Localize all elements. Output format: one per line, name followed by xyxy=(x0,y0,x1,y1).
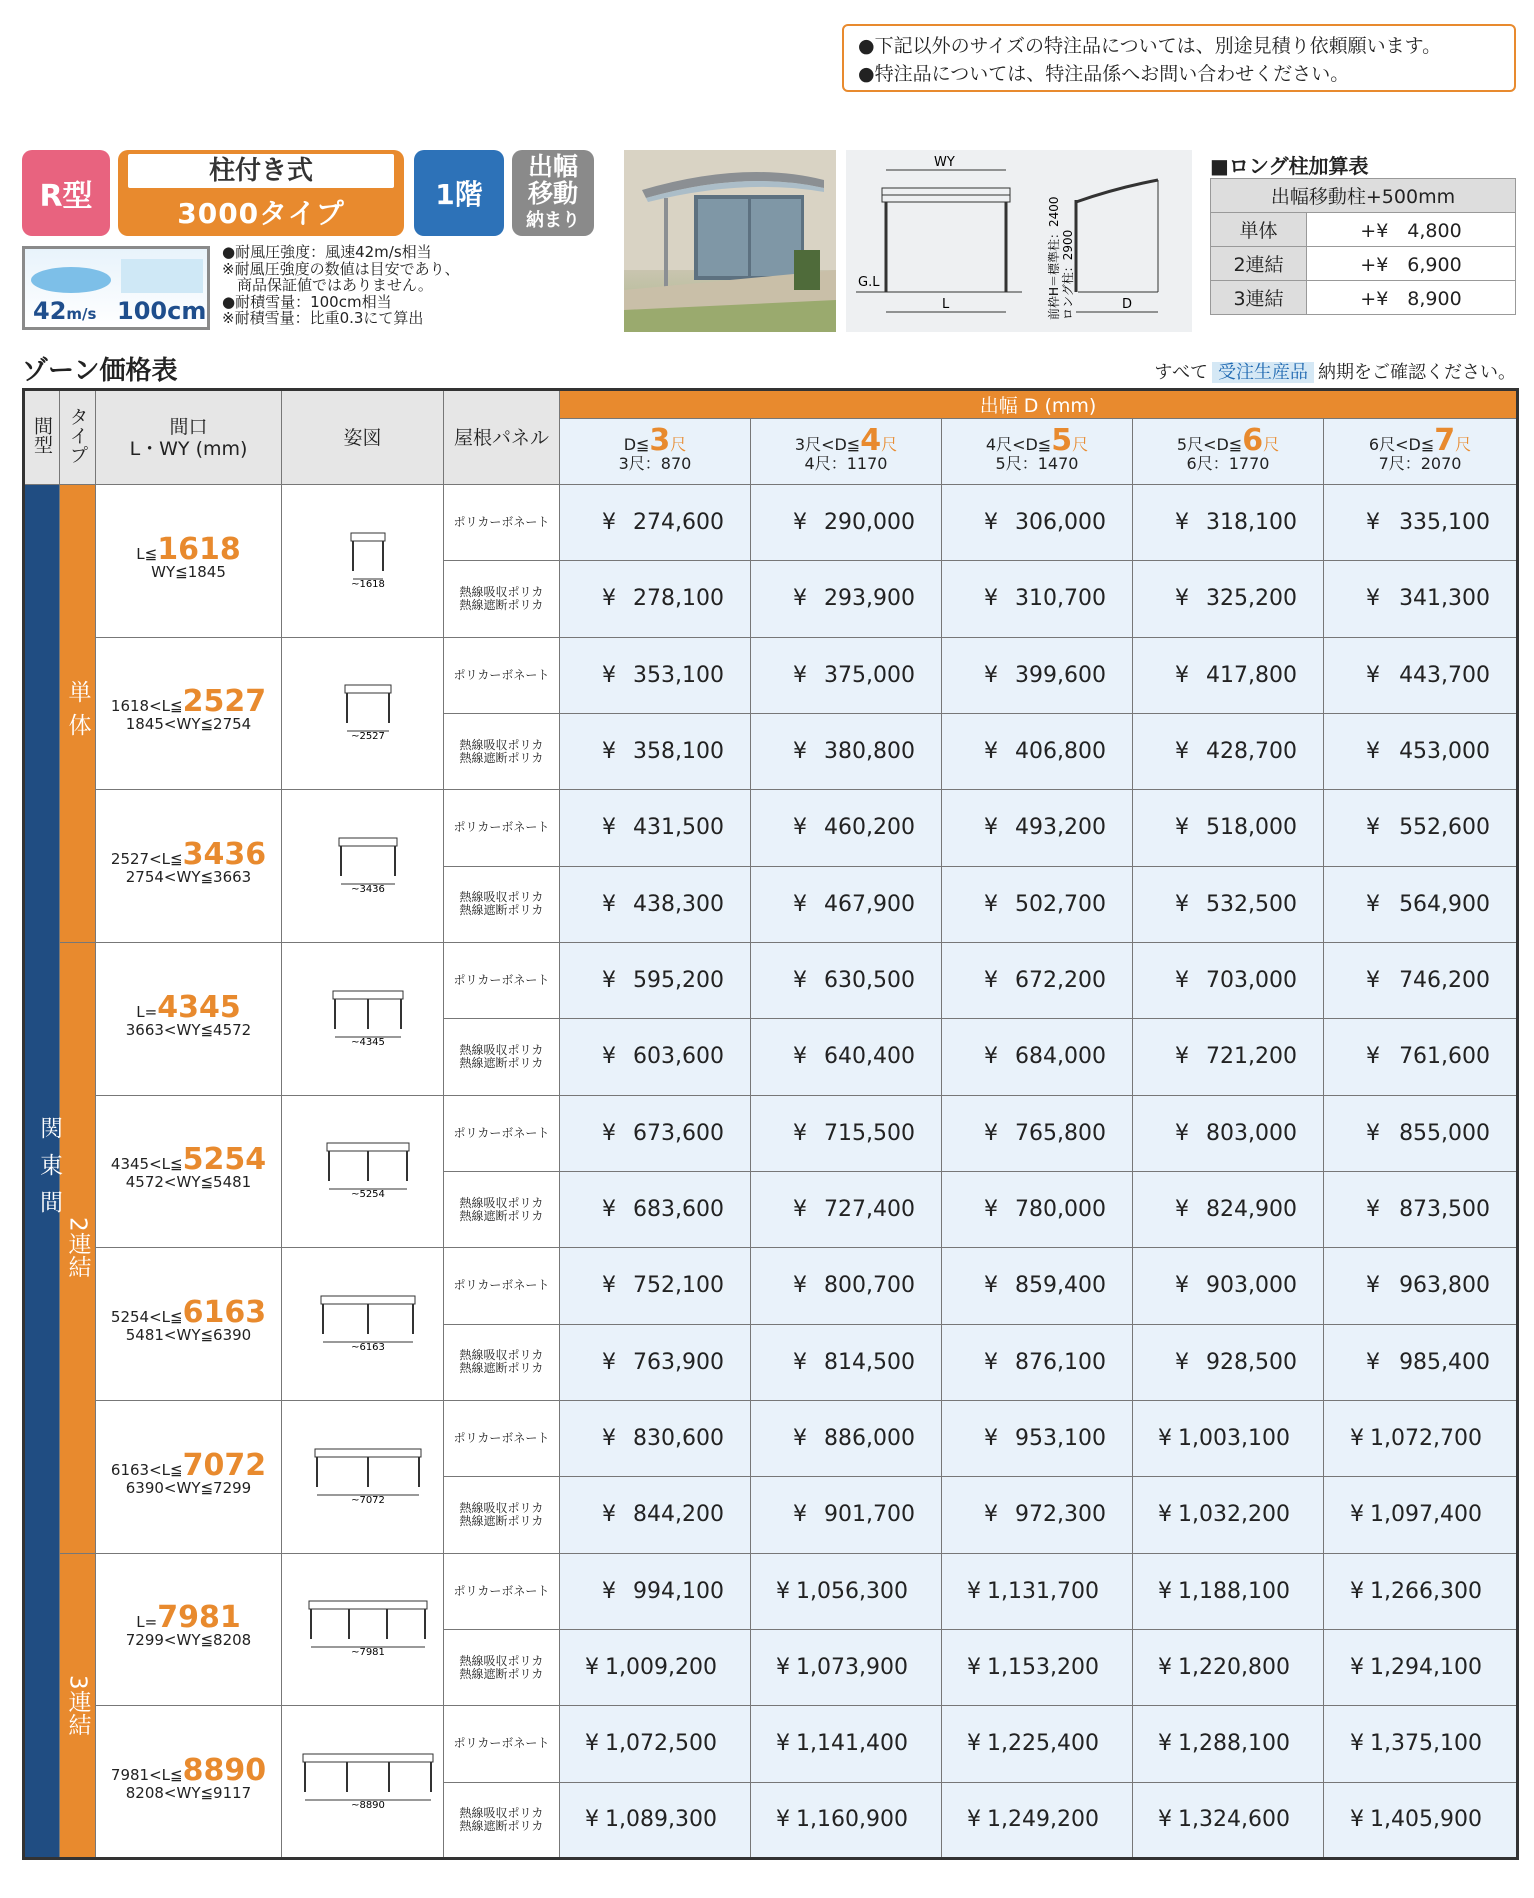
price-cell: ¥ 814,500 xyxy=(751,1324,942,1400)
long-post-label: 3連結 xyxy=(1211,281,1307,315)
price-cell: ¥ 684,000 xyxy=(942,1019,1133,1095)
shape-figure xyxy=(282,1248,444,1401)
price-cell: ¥ 780,000 xyxy=(942,1171,1133,1247)
price-cell: ¥ 1,153,200 xyxy=(942,1629,1133,1705)
panel-heat-poly: 熱線吸収ポリカ 熱線遮断ポリカ xyxy=(444,1477,560,1553)
shape-figure xyxy=(282,942,444,1095)
long-post-value: +¥ 6,900 xyxy=(1307,247,1516,281)
move-badge-line1: 出幅 xyxy=(527,151,578,181)
long-post-table xyxy=(1210,178,1516,315)
price-cell: ¥ 824,900 xyxy=(1133,1171,1324,1247)
price-cell: ¥ 417,800 xyxy=(1133,637,1324,713)
price-cell: ¥ 1,220,800 xyxy=(1133,1629,1324,1705)
price-cell: ¥ 1,288,100 xyxy=(1133,1706,1324,1782)
snow-depth: 100cm xyxy=(117,297,207,325)
figure-size-label: ~8890 xyxy=(350,1799,385,1811)
depth-col-5: 4尺<D≦5尺 5尺：1470 xyxy=(942,419,1133,485)
price-cell: ¥ 1,188,100 xyxy=(1133,1553,1324,1629)
price-cell: ¥ 763,900 xyxy=(560,1324,751,1400)
price-cell: ¥ 1,089,300 xyxy=(560,1782,751,1858)
span-cell: 6163<L≦7072 6390<WY≦7299 xyxy=(96,1400,282,1553)
panel-polycarbonate: ポリカーボネート xyxy=(444,1095,560,1171)
price-cell: ¥ 953,100 xyxy=(942,1400,1133,1476)
price-cell: ¥ 453,000 xyxy=(1324,713,1518,789)
price-cell: ¥ 761,600 xyxy=(1324,1019,1518,1095)
figure-size-label: ~6163 xyxy=(350,1342,385,1354)
price-cell: ¥ 278,100 xyxy=(560,561,751,637)
type-label-single: 単体 xyxy=(60,485,96,943)
figure-size-label: ~2527 xyxy=(350,731,385,743)
header-depth: 出幅 D (mm) xyxy=(560,390,1518,419)
panel-polycarbonate: ポリカーボネート xyxy=(444,790,560,866)
price-cell: ¥ 1,375,100 xyxy=(1324,1706,1518,1782)
price-cell: ¥ 1,056,300 xyxy=(751,1553,942,1629)
price-cell: ¥ 640,400 xyxy=(751,1019,942,1095)
figure-size-label: ~3436 xyxy=(350,884,385,896)
depth-col-6: 5尺<D≦6尺 6尺：1770 xyxy=(1133,419,1324,485)
price-cell: ¥ 903,000 xyxy=(1133,1248,1324,1324)
price-cell: ¥ 353,100 xyxy=(560,637,751,713)
header-span: 間口 L・WY (mm) xyxy=(96,390,282,485)
price-cell: ¥ 493,200 xyxy=(942,790,1133,866)
price-cell: ¥ 564,900 xyxy=(1324,866,1518,942)
price-cell: ¥ 310,700 xyxy=(942,561,1133,637)
price-cell: ¥ 800,700 xyxy=(751,1248,942,1324)
span-cell: 4345<L≦5254 4572<WY≦5481 xyxy=(96,1095,282,1248)
price-cell: ¥ 290,000 xyxy=(751,485,942,561)
price-cell: ¥ 1,294,100 xyxy=(1324,1629,1518,1705)
price-cell: ¥ 727,400 xyxy=(751,1171,942,1247)
span-cell: 7981<L≦8890 8208<WY≦9117 xyxy=(96,1706,282,1859)
spec-line: ※耐積雪量：比重0.3にて算出 xyxy=(222,309,424,327)
dimension-diagram xyxy=(846,150,1192,332)
price-cell: ¥ 318,100 xyxy=(1133,485,1324,561)
price-cell: ¥ 467,900 xyxy=(751,866,942,942)
notice-line-2: ●特注品については、特注品係へお問い合わせください。 xyxy=(858,63,1350,85)
wind-speed: 42m/s xyxy=(33,297,97,325)
price-cell: ¥ 1,072,700 xyxy=(1324,1400,1518,1476)
price-cell: ¥ 431,500 xyxy=(560,790,751,866)
price-cell: ¥ 859,400 xyxy=(942,1248,1133,1324)
price-cell: ¥ 765,800 xyxy=(942,1095,1133,1171)
panel-heat-poly: 熱線吸収ポリカ 熱線遮断ポリカ xyxy=(444,1629,560,1705)
price-cell: ¥ 460,200 xyxy=(751,790,942,866)
price-cell: ¥ 1,032,200 xyxy=(1133,1477,1324,1553)
panel-heat-poly: 熱線吸収ポリカ 熱線遮断ポリカ xyxy=(444,713,560,789)
header-zone: 間型 xyxy=(24,390,60,485)
price-cell: ¥ 603,600 xyxy=(560,1019,751,1095)
price-cell: ¥ 721,200 xyxy=(1133,1019,1324,1095)
price-cell: ¥ 532,500 xyxy=(1133,866,1324,942)
panel-polycarbonate: ポリカーボネート xyxy=(444,637,560,713)
price-cell: ¥ 1,405,900 xyxy=(1324,1782,1518,1858)
panel-polycarbonate: ポリカーボネート xyxy=(444,942,560,1018)
price-cell: ¥ 873,500 xyxy=(1324,1171,1518,1247)
type-badge xyxy=(118,150,404,236)
figure-size-label: ~5254 xyxy=(350,1189,385,1201)
price-cell: ¥ 683,600 xyxy=(560,1171,751,1247)
panel-polycarbonate: ポリカーボネート xyxy=(444,1248,560,1324)
panel-polycarbonate: ポリカーボネート xyxy=(444,1706,560,1782)
move-badge-line3: 納まり xyxy=(526,209,580,231)
spec-line: ●耐積雪量：100cm相当 xyxy=(222,292,392,311)
figure-size-label: ~7981 xyxy=(350,1647,385,1659)
span-cell: 1618<L≦2527 1845<WY≦2754 xyxy=(96,637,282,790)
figure-size-label: ~4345 xyxy=(350,1036,385,1048)
diagram-wy-label: WY xyxy=(934,155,955,170)
depth-col-4: 3尺<D≦4尺 4尺：1170 xyxy=(751,419,942,485)
price-cell: ¥ 1,003,100 xyxy=(1133,1400,1324,1476)
panel-polycarbonate: ポリカーボネート xyxy=(444,485,560,561)
price-cell: ¥ 1,072,500 xyxy=(560,1706,751,1782)
span-cell: L=4345 3663<WY≦4572 xyxy=(96,942,282,1095)
notice-line-1: ●下記以外のサイズの特注品については、別途見積り依頼願います。 xyxy=(858,35,1442,57)
diagram-height-2: ロング柱：2900 xyxy=(1061,229,1075,320)
price-cell: ¥ 715,500 xyxy=(751,1095,942,1171)
span-cell: L≦1618 WY≦1845 xyxy=(96,485,282,638)
move-badge xyxy=(512,150,594,236)
depth-col-3: D≦3尺 3尺：870 xyxy=(560,419,751,485)
type-badge-line1: 柱付き式 xyxy=(128,154,394,188)
long-post-title: ■ロング柱加算表 xyxy=(1210,154,1369,178)
price-cell: ¥ 746,200 xyxy=(1324,942,1518,1018)
price-cell: ¥ 985,400 xyxy=(1324,1324,1518,1400)
price-cell: ¥ 438,300 xyxy=(560,866,751,942)
long-post-label: 単体 xyxy=(1211,213,1307,247)
price-cell: ¥ 1,097,400 xyxy=(1324,1477,1518,1553)
long-post-label: 2連結 xyxy=(1211,247,1307,281)
price-cell: ¥ 1,141,400 xyxy=(751,1706,942,1782)
panel-heat-poly: 熱線吸収ポリカ 熱線遮断ポリカ xyxy=(444,1324,560,1400)
price-cell: ¥ 994,100 xyxy=(560,1553,751,1629)
header-type: タイプ xyxy=(60,390,96,485)
price-cell: ¥ 703,000 xyxy=(1133,942,1324,1018)
price-cell: ¥ 502,700 xyxy=(942,866,1133,942)
panel-polycarbonate: ポリカーボネート xyxy=(444,1553,560,1629)
r-type-badge: R型 xyxy=(22,150,110,236)
span-cell: 2527<L≦3436 2754<WY≦3663 xyxy=(96,790,282,943)
price-cell: ¥ 963,800 xyxy=(1324,1248,1518,1324)
panel-heat-poly: 熱線吸収ポリカ 熱線遮断ポリカ xyxy=(444,561,560,637)
price-cell: ¥ 1,324,600 xyxy=(1133,1782,1324,1858)
price-cell: ¥ 630,500 xyxy=(751,942,942,1018)
zone-price-title: ゾーン価格表 xyxy=(22,356,178,386)
shape-figure xyxy=(282,485,444,638)
price-cell: ¥ 830,600 xyxy=(560,1400,751,1476)
price-cell: ¥ 972,300 xyxy=(942,1477,1133,1553)
figure-size-label: ~7072 xyxy=(350,1494,385,1506)
spec-line: ※耐風圧強度の数値は目安であり、 xyxy=(222,259,460,278)
panel-heat-poly: 熱線吸収ポリカ 熱線遮断ポリカ xyxy=(444,1782,560,1858)
price-cell: ¥ 1,009,200 xyxy=(560,1629,751,1705)
price-cell: ¥ 358,100 xyxy=(560,713,751,789)
price-cell: ¥ 375,000 xyxy=(751,637,942,713)
price-cell: ¥ 443,700 xyxy=(1324,637,1518,713)
shape-figure xyxy=(282,1706,444,1859)
price-cell: ¥ 901,700 xyxy=(751,1477,942,1553)
price-cell: ¥ 335,100 xyxy=(1324,485,1518,561)
price-cell: ¥ 803,000 xyxy=(1133,1095,1324,1171)
panel-heat-poly: 熱線吸収ポリカ 熱線遮断ポリカ xyxy=(444,1019,560,1095)
type-label-double: 2連結 xyxy=(60,942,96,1553)
shape-figure xyxy=(282,1095,444,1248)
price-cell: ¥ 306,000 xyxy=(942,485,1133,561)
price-cell: ¥ 928,500 xyxy=(1133,1324,1324,1400)
move-badge-line2: 移動 xyxy=(527,178,578,208)
shape-figure xyxy=(282,1553,444,1706)
panel-heat-poly: 熱線吸収ポリカ 熱線遮断ポリカ xyxy=(444,866,560,942)
long-post-value: +¥ 4,800 xyxy=(1307,213,1516,247)
diagram-d-label: D xyxy=(1122,297,1133,312)
header-figure: 姿図 xyxy=(282,390,444,485)
price-cell: ¥ 293,900 xyxy=(751,561,942,637)
price-cell: ¥ 672,200 xyxy=(942,942,1133,1018)
price-cell: ¥ 406,800 xyxy=(942,713,1133,789)
price-cell: ¥ 1,160,900 xyxy=(751,1782,942,1858)
price-cell: ¥ 855,000 xyxy=(1324,1095,1518,1171)
price-cell: ¥ 428,700 xyxy=(1133,713,1324,789)
price-cell: ¥ 673,600 xyxy=(560,1095,751,1171)
snow-icon xyxy=(121,259,203,293)
spec-line: ●耐風圧強度：風速42m/s相当 xyxy=(222,243,432,261)
wind-icon xyxy=(31,267,111,293)
price-cell: ¥ 876,100 xyxy=(942,1324,1133,1400)
spec-line: 商品保証値ではありません。 xyxy=(222,276,433,294)
diagram-l-label: L xyxy=(942,297,950,312)
shape-figure xyxy=(282,790,444,943)
price-cell: ¥ 1,249,200 xyxy=(942,1782,1133,1858)
price-cell: ¥ 844,200 xyxy=(560,1477,751,1553)
type-label-triple: 3連結 xyxy=(60,1553,96,1858)
price-cell: ¥ 886,000 xyxy=(751,1400,942,1476)
panel-polycarbonate: ポリカーボネート xyxy=(444,1400,560,1476)
price-cell: ¥ 341,300 xyxy=(1324,561,1518,637)
shape-figure xyxy=(282,1400,444,1553)
diagram-gl-label: G.L xyxy=(858,275,880,290)
floor-badge: 1階 xyxy=(414,150,504,236)
diagram-height-1: 前枠H＝標準柱：2400 xyxy=(1047,196,1061,320)
zone-price-table xyxy=(22,388,1519,1860)
spec-notes xyxy=(222,244,460,327)
product-photo xyxy=(624,150,836,332)
special-order-notice xyxy=(842,24,1516,92)
shape-figure xyxy=(282,637,444,790)
panel-heat-poly: 熱線吸収ポリカ 熱線遮断ポリカ xyxy=(444,1171,560,1247)
price-cell: ¥ 752,100 xyxy=(560,1248,751,1324)
price-cell: ¥ 1,225,400 xyxy=(942,1706,1133,1782)
price-cell: ¥ 399,600 xyxy=(942,637,1133,713)
price-cell: ¥ 518,000 xyxy=(1133,790,1324,866)
price-cell: ¥ 1,131,700 xyxy=(942,1553,1133,1629)
header-panel: 屋根パネル xyxy=(444,390,560,485)
figure-size-label: ~1618 xyxy=(350,578,385,590)
price-cell: ¥ 552,600 xyxy=(1324,790,1518,866)
price-cell: ¥ 380,800 xyxy=(751,713,942,789)
type-badge-line2: 3000タイプ xyxy=(177,197,345,230)
long-post-header: 出幅移動柱+500mm xyxy=(1211,179,1516,213)
span-cell: L=7981 7299<WY≦8208 xyxy=(96,1553,282,1706)
price-cell: ¥ 1,073,900 xyxy=(751,1629,942,1705)
price-cell: ¥ 1,266,300 xyxy=(1324,1553,1518,1629)
zone-label: 関東間 xyxy=(24,485,60,1859)
wind-snow-icon xyxy=(22,246,210,330)
price-cell: ¥ 274,600 xyxy=(560,485,751,561)
zone-note: すべて 受注生産品 納期をご確認ください。 xyxy=(1154,362,1516,383)
price-cell: ¥ 595,200 xyxy=(560,942,751,1018)
long-post-value: +¥ 8,900 xyxy=(1307,281,1516,315)
span-cell: 5254<L≦6163 5481<WY≦6390 xyxy=(96,1248,282,1401)
price-cell: ¥ 325,200 xyxy=(1133,561,1324,637)
made-to-order-tag: 受注生産品 xyxy=(1212,362,1314,383)
depth-col-7: 6尺<D≦7尺 7尺：2070 xyxy=(1324,419,1518,485)
